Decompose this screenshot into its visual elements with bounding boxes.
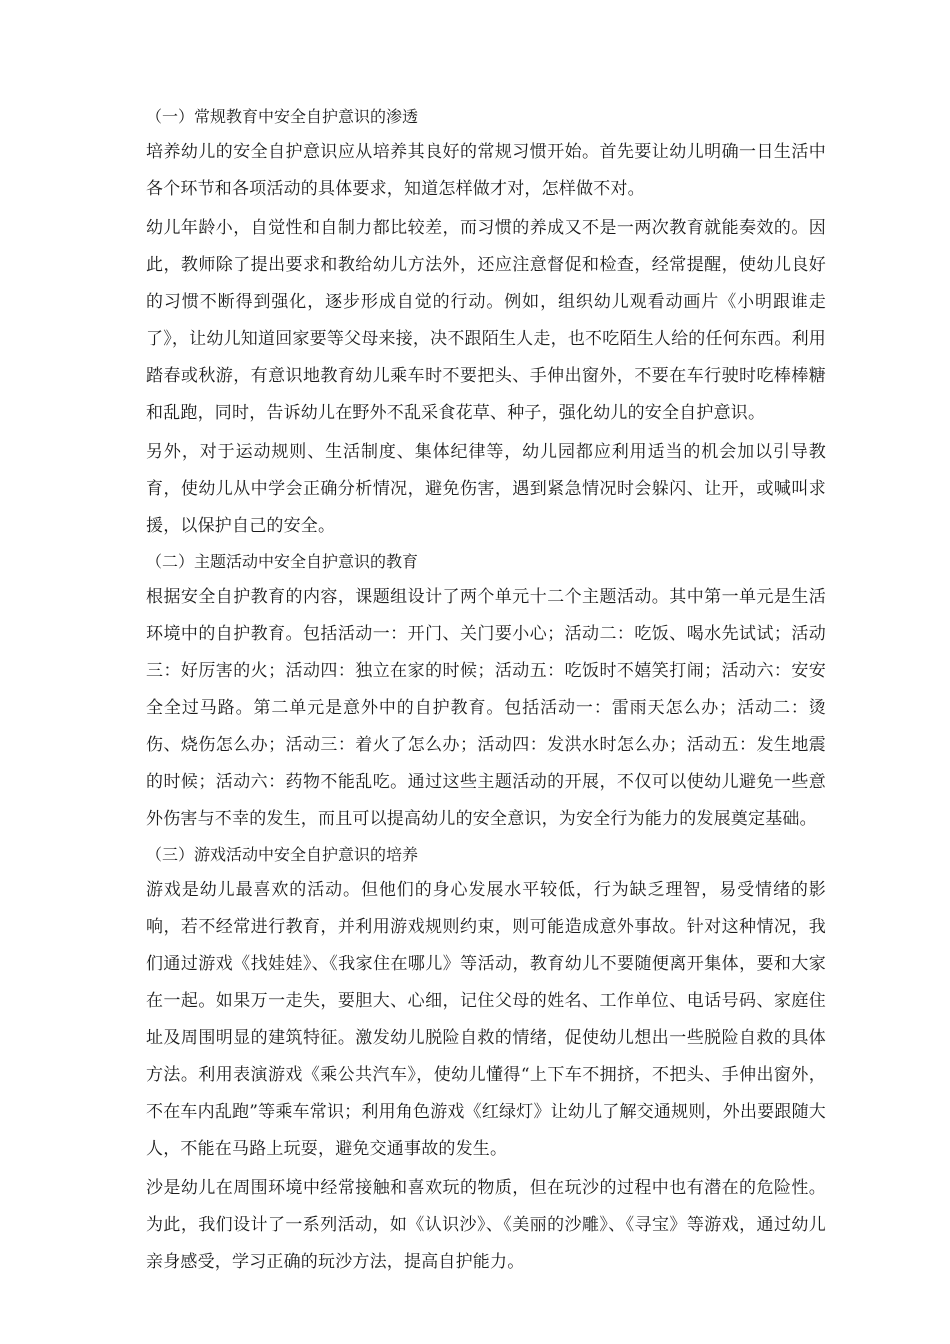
section-heading-3: （三）游戏活动中安全自护意识的培养 (146, 845, 419, 864)
paragraph: 沙是幼儿在周围环境中经常接触和喜欢玩的物质，但在玩沙的过程中也有潜在的危险性。为此，我们设计了一系列活动，如《认识沙》、《美丽的沙雕》、《寻宝》等游戏，通过幼儿亲身感受，学习正确的玩沙方法，提高自护能力。 (146, 1178, 826, 1272)
paragraph: 幼儿年龄小，自觉性和自制力都比较差，而习惯的养成又不是一两次教育就能奏效的。因此，教师除了提出要求和教给幼儿方法外，还应注意督促和检查，经常提醒，使幼儿良好的习惯不断得到强化，逐步形成自觉的行动。例如，组织幼儿观看动画片《小明跟谁走了》，让幼儿知道回家要等父母来接，决不跟陌生人走，也不吃陌生人给的任何东西。利用踏春或秋游，有意识地教育幼儿乘车时不要把头、手伸出窗外，不要在车行驶时吃棒棒糖和乱跑，同时，告诉幼儿在野外不乱采食花草、种子，强化幼儿的安全自护意识。 (146, 218, 826, 423)
paragraph: 根据安全自护教育的内容，课题组设计了两个单元十二个主题活动。其中第一单元是生活环境中的自护教育。包括活动一：开门、关门要小心；活动二：吃饭、喝水先试试；活动三：好厉害的火；活动四：独立在家的时候；活动五：吃饭时不嬉笑打闹；活动六：安安全全过马路。第二单元是意外中的自护教育。包括活动一：雷雨天怎么办；活动二：烫伤、烧伤怎么办；活动三：着火了怎么办；活动四：发洪水时怎么办；活动五：发生地震的时候；活动六：药物不能乱吃。通过这些主题活动的开展，不仅可以使幼儿避免一些意外伤害与不幸的发生，而且可以提高幼儿的安全意识，为安全行为能力的发展奠定基础。 (146, 587, 826, 829)
section-heading-1: （一）常规教育中安全自护意识的渗透 (146, 107, 419, 126)
paragraph: 培养幼儿的安全自护意识应从培养其良好的常规习惯开始。首先要让幼儿明确一日生活中各个环节和各项活动的具体要求，知道怎样做才对，怎样做不对。 (146, 142, 826, 199)
section-heading-2: （二）主题活动中安全自护意识的教育 (146, 552, 419, 571)
document-body (146, 102, 826, 1283)
paragraph: 另外，对于运动规则、生活制度、集体纪律等，幼儿园都应利用适当的机会加以引导教育，使幼儿从中学会正确分析情况，避免伤害，遇到紧急情况时会躲闪、让开，或喊叫求援，以保护自己的安全。 (146, 442, 826, 536)
paragraph: 游戏是幼儿最喜欢的活动。但他们的身心发展水平较低，行为缺乏理智，易受情绪的影响，若不经常进行教育，并利用游戏规则约束，则可能造成意外事故。针对这种情况，我们通过游戏《找娃娃》、《我家住在哪儿》等活动，教育幼儿不要随便离开集体，要和大家在一起。如果万一走失，要胆大、心细，记住父母的姓名、工作单位、电话号码、家庭住址及周围明显的建筑特征。激发幼儿脱险自救的情绪，促使幼儿想出一些脱险自救的具体方法。利用表演游戏《乘公共汽车》，使幼儿懂得“上下车不拥挤，不把头、手伸出窗外，不在车内乱跑”等乘车常识；利用角色游戏《红绿灯》让幼儿了解交通规则，外出要跟随大人，不能在马路上玩耍，避免交通事故的发生。 (146, 880, 826, 1159)
